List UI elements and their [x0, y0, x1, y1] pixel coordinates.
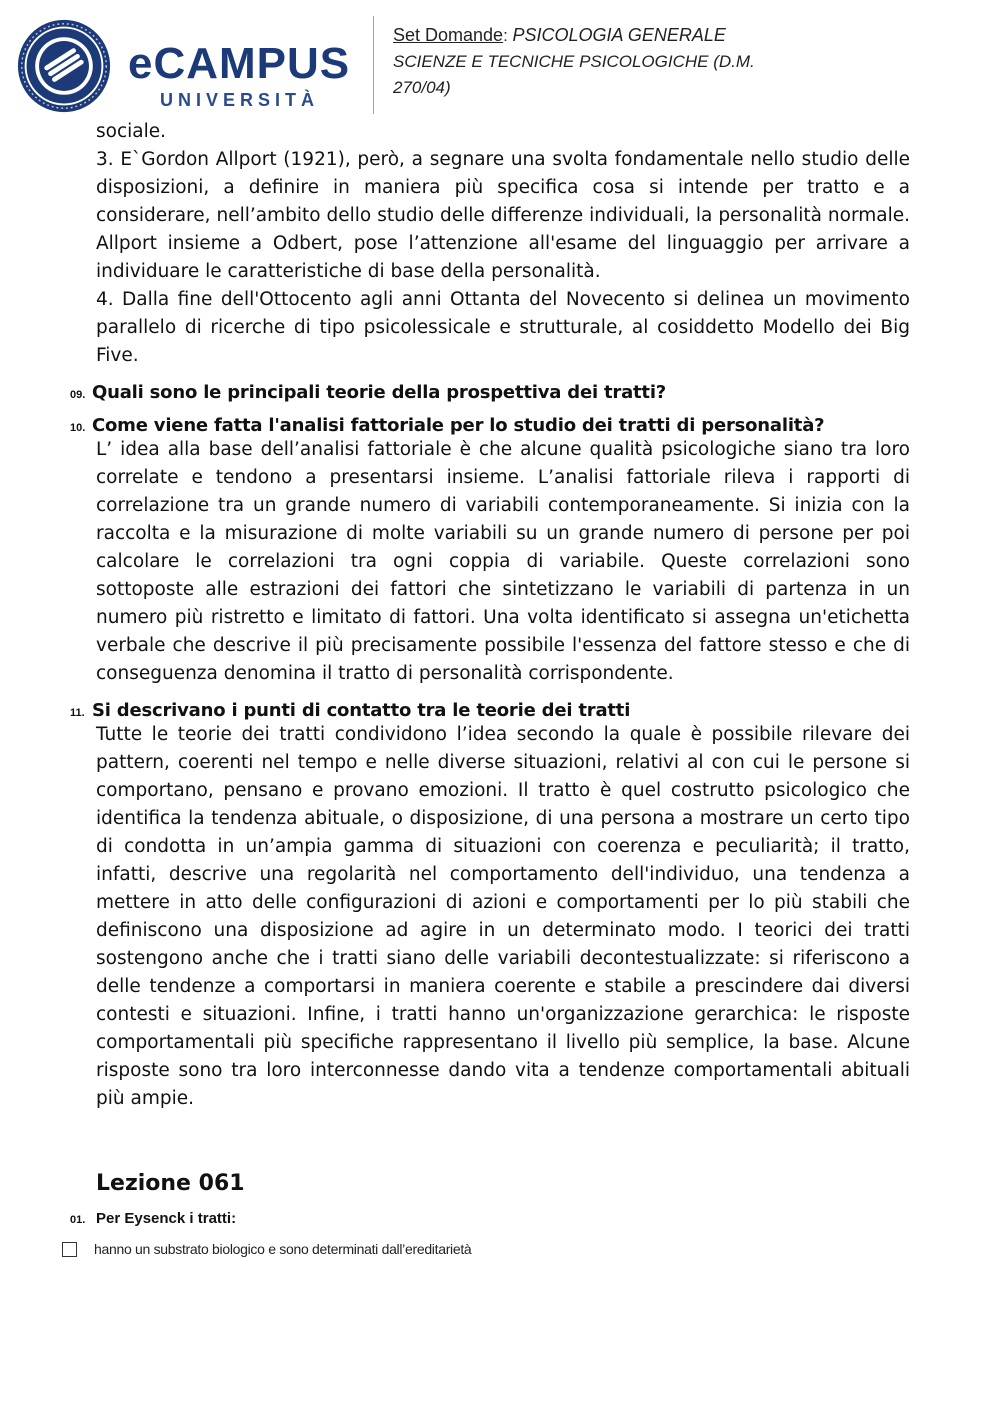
checkbox-icon[interactable]	[62, 1242, 77, 1257]
question-number: 11.	[70, 707, 85, 719]
intro-paragraph-4: 4. Dalla fine dell'Ottocento agli anni Ottanta del Novecento si delinea un movimento parallelo di ricerche di tipo psicolessicale e strutturale, al cosiddetto Modello dei Big Five.	[96, 289, 910, 366]
header-divider	[373, 16, 374, 114]
intro-paragraph-3: 3. E`Gordon Allport (1921), però, a segnare una svolta fondamentale nello studio delle disposizioni, a definire in maniera più specifica cosa si intende per tratto e a considerare, nell’ambito dello studio delle differenze individuali, la personalità normale. Allport insieme a Odbert, pose l’attenzione all'esame del linguaggio per arrivare a individuare le caratteristiche di base della personalità.	[96, 149, 910, 282]
question-number: 09.	[70, 389, 86, 401]
logo-subtitle: UNIVERSITÀ	[160, 90, 320, 110]
answer-option[interactable]	[62, 1241, 910, 1257]
question-09	[70, 382, 910, 403]
intro-paragraph-end: sociale.	[96, 121, 167, 142]
answer-11: Tutte le teorie dei tratti condividono l’idea secondo la quale è possibile rilevare dei pattern, coerenti nel tempo e nelle diverse situazioni, relativi al con cui le persone si comportano, pensano e provano emozioni. Il tratto è quel costrutto psicologico che identifica la tendenza abituale, o disposizione, di una persona a mostrare un certo tipo di condotta in un’ampia gamma di situazioni con coerenza e peculiarità; il tratto, infatti, descrive una regolarità nel comportamento dell'individuo, una tendenza a mettere in atto delle configurazioni di azioni e comportamenti per lo più stabili che definiscono una disposizione ad agire in un determinato modo. I teorici dei tratti sostengono anche che i tratti siano delle variabili decontestualizzate: si riferiscono a delle tendenze a comportarsi in maniera coerente e stabile a prescindere dai diversi contesti e situazioni. Infine, i tratti hanno un'organizzazione gerarchica: le risposte comportamentali più specifiche rappresentano il livello più semplice, la base. Alcune risposte sono tra loro interconnesse dando vita a tendenze comportamentali abituali più ampie.	[96, 724, 910, 1109]
header-course-info: Set Domande: PSICOLOGIA GENERALE SCIENZE E TECNICHE PSICOLOGICHE (D.M. 270/04)	[393, 22, 803, 100]
course-title: PSICOLOGIA GENERALE	[512, 25, 726, 45]
logo-wordmark: eCAMPUS	[128, 39, 351, 88]
question-number: 10.	[70, 422, 86, 434]
question-text: Quali sono le principali teorie della prospettiva dei tratti?	[92, 382, 667, 403]
page-header	[0, 0, 1000, 118]
option-text: hanno un substrato biologico e sono determinati dall’ereditarietà	[94, 1241, 472, 1257]
lesson-question-01	[70, 1210, 910, 1227]
set-domande-label: Set Domande	[393, 25, 504, 45]
question-11	[70, 700, 910, 721]
ecampus-seal-logo	[16, 18, 112, 114]
document-body	[70, 118, 910, 1257]
question-text: Per Eysenck i tratti:	[96, 1210, 237, 1227]
question-10	[70, 415, 910, 436]
degree-line-1: SCIENZE E TECNICHE PSICOLOGICHE (D.M.	[393, 52, 755, 71]
question-number: 01.	[70, 1214, 86, 1226]
lesson-title: Lezione 061	[96, 1171, 245, 1196]
answer-10: L’ idea alla base dell’analisi fattoriale è che alcune qualità psicologiche siano tra loro correlate e tendono a presentarsi insieme. L’analisi fattoriale rileva i rapporti di correlazione tra un grande numero di variabili contemporaneamente. Si inizia con la raccolta e la misurazione di molte variabili su un grande numero di persone per poi calcolare le correlazioni tra ogni coppia di variabile. Queste correlazioni sono sottoposte alle estrazioni dei fattori che sintetizzano le variabili di partenza in un numero più ristretto e limitato di fattori. Una volta identificato si assegna un'etichetta verbale che descrive il più precisamente possibile l'essenza del fattore stesso e che di conseguenza denomina il tratto di personalità corrispondente.	[96, 439, 910, 684]
question-text: Come viene fatta l'analisi fattoriale per lo studio dei tratti di personalità?	[92, 415, 825, 436]
degree-line-2: 270/04)	[393, 77, 451, 97]
question-text: Si descrivano i punti di contatto tra le teorie dei tratti	[92, 700, 631, 721]
